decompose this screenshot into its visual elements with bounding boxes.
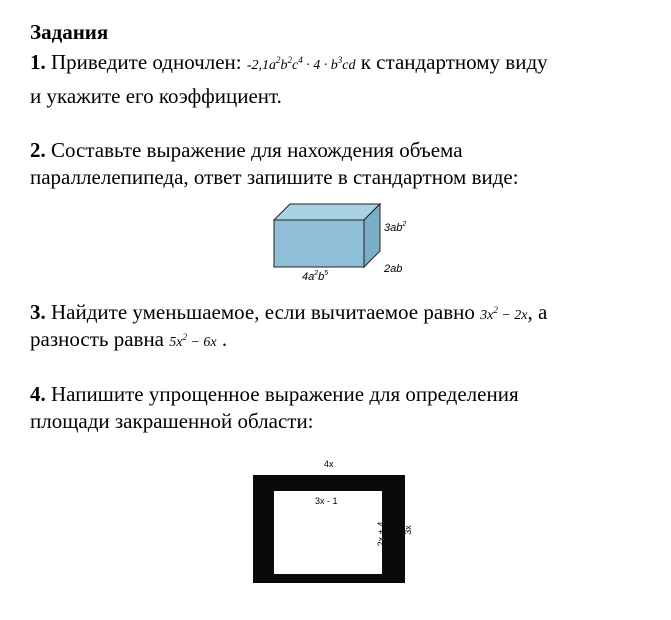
task-3-line-2: разность равна $5x^2 - 6x$ . (30, 327, 228, 351)
box-front-face (274, 220, 364, 267)
page-title: Задания (30, 20, 109, 44)
outer-width-label: 4x (324, 459, 334, 469)
task-1-line-2: и укажите его коэффициент. (30, 84, 282, 108)
depth-label: 2ab (384, 263, 403, 275)
task-2-text: Составьте выражение для нахождения объема (51, 138, 463, 162)
task-1-text: Приведите одночлен: (51, 50, 242, 74)
task-1-text-after: к стандартному виду (360, 50, 548, 74)
difference-expression: $5x^2 - 6x$ (169, 332, 217, 350)
task-1-number: 1. (30, 50, 46, 74)
width-label: $4a^2b^5$ (302, 270, 329, 283)
task-3-number: 3. (30, 300, 46, 324)
task-4-line-1 (30, 382, 519, 406)
task-2-line-2: параллелепипеда, ответ запишите в стандартном виде: (30, 165, 519, 189)
outer-height-label: 3x (402, 525, 413, 535)
task-2-line-1 (30, 138, 463, 162)
task-4-line-2: площади закрашенной области: (30, 409, 314, 433)
height-label: $3ab^2$ (384, 221, 407, 234)
parallelepiped-drawing (260, 195, 430, 290)
subtrahend-expression: $3x^2 - 2x$ (480, 305, 528, 323)
task-4-text: Напишите упрощенное выражение для определения (51, 382, 519, 406)
task-1-expression: $-2,1a^2b^2c^4 \cdot 4 \cdot b^3cd$ (246, 55, 356, 73)
inner-width-label: 3x - 1 (315, 496, 338, 506)
task-2-number: 2. (30, 138, 46, 162)
box-top-face (274, 204, 380, 220)
inner-height-label: 2x + 4 (376, 521, 386, 547)
task-1-line-1 (30, 50, 548, 78)
parallelepiped-figure (260, 195, 430, 290)
task-3-line-1: 3. Найдите уменьшаемое, если вычитаемое равно $3x^2 - 2x$, а (30, 300, 548, 324)
task-3-text: Найдите уменьшаемое, если вычитаемое равно (51, 300, 475, 324)
task-4-number: 4. (30, 382, 46, 406)
shaded-frame-figure (245, 455, 445, 595)
